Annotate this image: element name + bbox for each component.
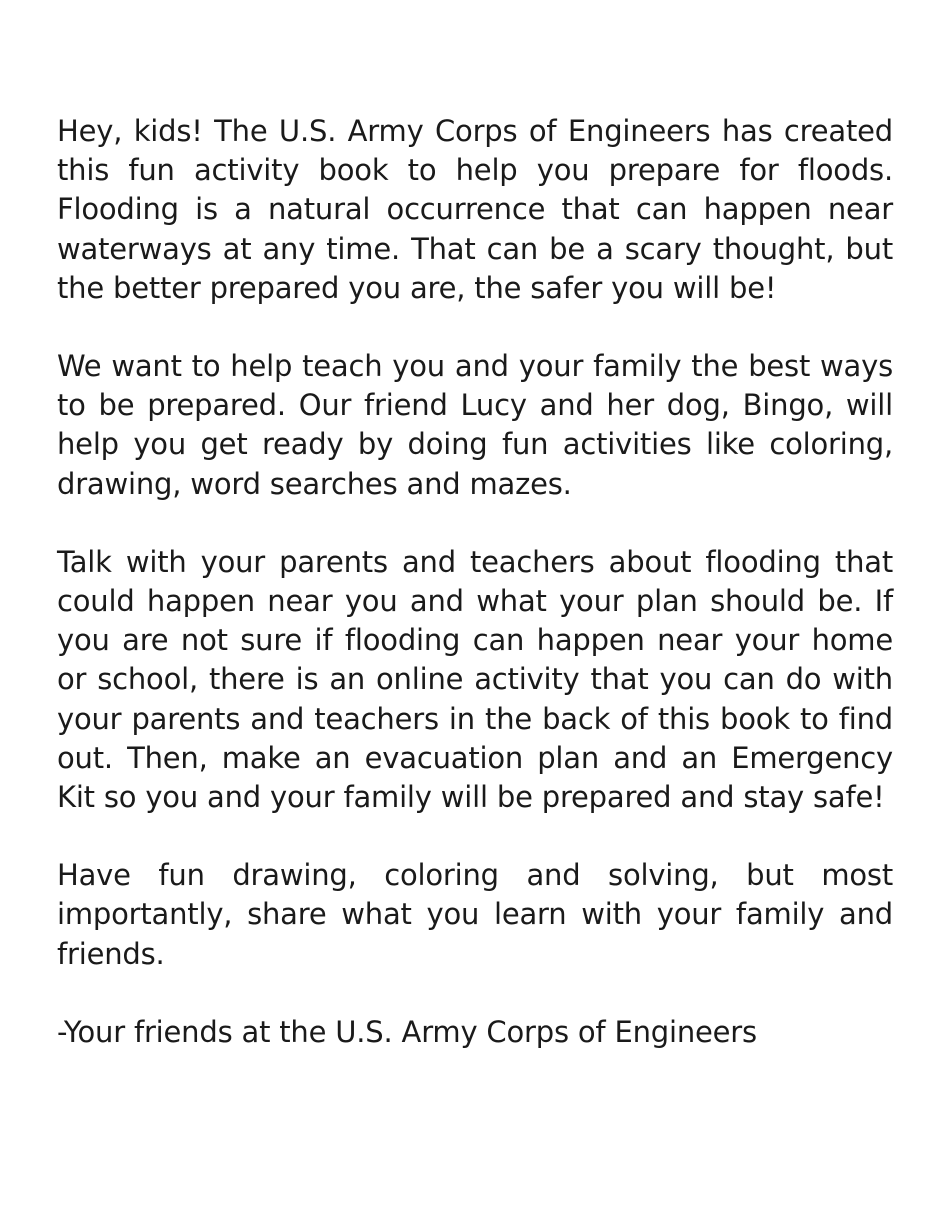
- have-fun-paragraph: Have fun drawing, coloring and solving, but most importantly, share what you learn with your family and friends.: [57, 858, 893, 971]
- letter-page: [57, 112, 893, 1052]
- talk-paragraph: Talk with your parents and teachers about flooding that could happen near you and what your plan should be. If you are not sure if flooding can happen near your home or school, there is an online activity that you can do with your parents and teachers in the back of this book to find out. Then, make an evacuation plan and an Emergency Kit so you and your family will be prepared and stay safe!: [57, 544, 893, 815]
- intro-paragraph: Hey, kids! The U.S. Army Corps of Engineers has created this fun activity book to help you prepare for floods. Flooding is a natural occurrence that can happen near waterways at any time. That can be a scary thought, but the better prepared you are, the safer you will be!: [57, 114, 893, 305]
- signature: -Your friends at the U.S. Army Corps of Engineers: [57, 1014, 757, 1049]
- teach-paragraph: We want to help teach you and your family the best ways to be prepared. Our friend Lucy and her dog, Bingo, will help you get ready by doing fun activities like coloring, drawing, word searches and mazes.: [57, 349, 893, 501]
